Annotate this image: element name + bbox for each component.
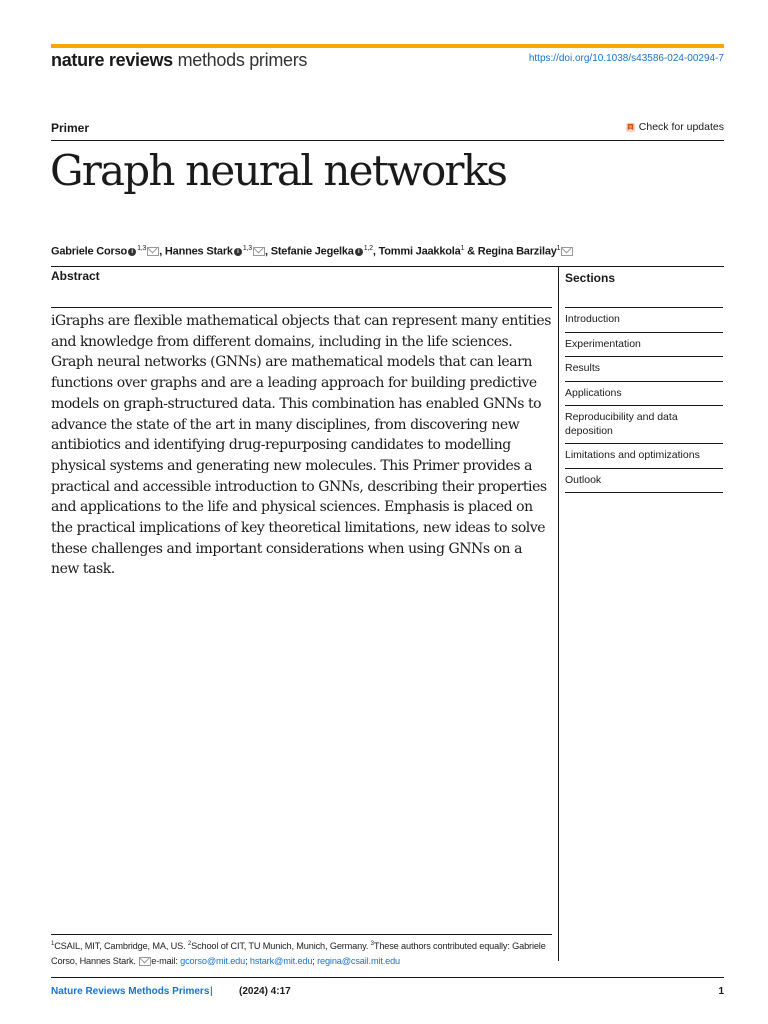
equal-contribution-note: These authors contributed equally: Gabriele Corso, Hannes Stark. — [51, 941, 546, 966]
affiliation-marker: 3 — [370, 941, 374, 947]
article-title: Graph neural networks — [50, 146, 507, 195]
section-link[interactable]: Limitations and optimizations — [565, 444, 723, 469]
column-divider — [558, 267, 559, 961]
doi-link[interactable]: https://doi.org/10.1038/s43586-024-00294-7 — [528, 53, 724, 64]
email-link[interactable]: hstark@mit.edu — [249, 955, 313, 966]
divider — [51, 266, 724, 267]
section-link[interactable]: Outlook — [565, 469, 723, 494]
abstract-text: iGraphs are flexible mathematical objects that can represent many entities and knowledge from different domains, including in the life sciences. Graph neural networks (GNNs) are mathematical models that can learn functions over graphs and are a leading approach for building predictive models on graph-structured data. This combination has enabled GNNs to advance the state of the art in many disciplines, from discovering new antibiotics and identifying drug-repurposing candidates to modelling physical systems and generating new molecules. This Primer provides a practical and accessible introduction to GNNs, describing their properties and applications to the life and physical sciences. Emphasis is placed on the practical implications of key theoretical limitations, new ideas to solve these challenges and important considerations when using GNNs on a new task. — [51, 313, 551, 578]
abstract-heading: Abstract — [51, 269, 100, 283]
author-separator: , — [372, 245, 379, 258]
journal-masthead — [51, 50, 307, 71]
divider — [51, 307, 552, 308]
journal-name-bold: nature reviews — [51, 50, 173, 70]
affiliation-1: CSAIL, MIT, Cambridge, MA, US. — [54, 941, 188, 952]
section-link[interactable]: Reproducibility and data deposition — [565, 406, 723, 444]
page-number: 1 — [718, 986, 724, 997]
section-link[interactable]: Applications — [565, 382, 723, 407]
email-icon[interactable] — [253, 247, 265, 256]
author-name: Regina Barzilay — [477, 245, 557, 258]
article-type-label: Primer — [51, 121, 90, 135]
author-affiliation-marker: 1,3 — [242, 245, 252, 252]
orcid-icon[interactable]: i — [128, 248, 136, 256]
author-name: Gabriele Corso — [51, 245, 128, 258]
affiliation-marker: 2 — [187, 941, 192, 947]
divider — [51, 140, 724, 141]
footer-volume: (2024) 4:17 — [239, 986, 291, 997]
orcid-icon[interactable]: i — [234, 248, 242, 256]
email-label: e-mail: — [151, 955, 181, 966]
check-updates-label: Check for updates — [638, 121, 724, 133]
author-separator: , — [159, 245, 165, 258]
author-separator: , — [264, 245, 271, 258]
author-name: Tommi Jaakkola — [378, 245, 461, 258]
journal-name-light: methods primers — [177, 50, 308, 70]
affiliation-marker: 1 — [51, 941, 55, 947]
affiliations-footnote: $^1$CSAIL, MIT, Cambridge, MA, US. $^2$School of CIT, TU Munich, Munich, Germany. $^3$These authors contributed equally: Gabriele Corso, Hannes Stark. e-mail: gcorso@mit.edu; hstark@mit.edu; regina@csail.mit.edu — [51, 941, 546, 966]
author-affiliation-marker: 1,3 — [137, 245, 147, 252]
journal-accent-bar — [51, 44, 724, 48]
divider — [51, 977, 724, 978]
email-icon[interactable] — [147, 247, 159, 256]
sections-heading: Sections — [565, 271, 616, 285]
email-icon[interactable] — [561, 247, 573, 256]
footer-separator: | — [210, 986, 213, 997]
affiliation-2: School of CIT, TU Munich, Munich, Germany. — [191, 941, 371, 952]
author-affiliation-marker: 1,2 — [363, 245, 373, 252]
author-affiliation-marker: 1 — [460, 245, 465, 252]
author-name: Hannes Stark — [164, 245, 233, 258]
section-link[interactable]: Introduction — [565, 308, 723, 333]
section-link[interactable]: Results — [565, 357, 723, 382]
footer-journal-link[interactable]: Nature Reviews Methods Primers — [51, 986, 210, 997]
check-for-updates-button[interactable] — [625, 121, 724, 133]
author-affiliation-marker: 1 — [556, 245, 561, 252]
section-link[interactable]: Experimentation — [565, 333, 723, 358]
author-separator: & — [464, 245, 478, 258]
sections-nav — [565, 307, 723, 493]
divider — [51, 934, 552, 935]
email-link[interactable]: regina@csail.mit.edu — [317, 955, 401, 966]
orcid-icon[interactable]: i — [355, 248, 363, 256]
email-icon — [139, 957, 151, 966]
author-name: Stefanie Jegelka — [270, 245, 354, 258]
check-updates-icon — [625, 122, 636, 133]
email-link[interactable]: gcorso@mit.edu — [180, 955, 246, 966]
author-list — [51, 245, 573, 258]
